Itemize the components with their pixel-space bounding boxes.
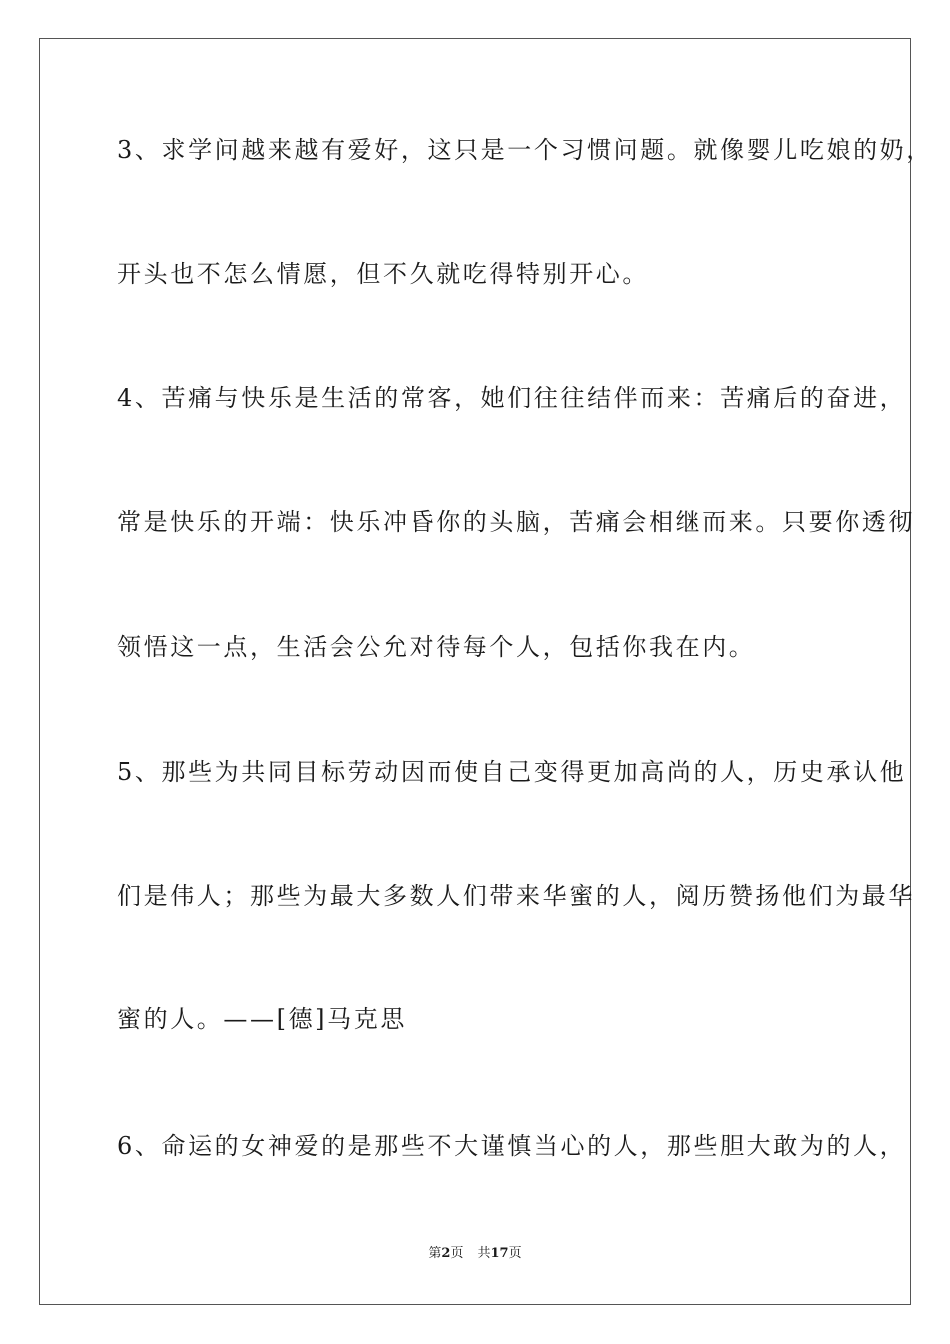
- text-line: 4、苦痛与快乐是生活的常客，她们往往结伴而来：苦痛后的奋进，: [117, 384, 907, 412]
- page-prefix: 第: [428, 1246, 442, 1261]
- total-prefix: 共: [477, 1246, 491, 1261]
- text-line: 3、求学问越来越有爱好，这只是一个习惯问题。就像婴儿吃娘的奶，: [117, 136, 933, 164]
- text-line: 领悟这一点，生活会公允对待每个人，包括你我在内。: [117, 633, 756, 661]
- page-suffix: 页: [450, 1246, 464, 1261]
- text-line: 蜜的人。——[德]马克思: [117, 1005, 407, 1033]
- text-line: 5、那些为共同目标劳动因而使自己变得更加高尚的人，历史承认他: [117, 758, 907, 786]
- total-suffix: 页: [508, 1246, 522, 1261]
- page-frame: [39, 38, 911, 1305]
- text-line: 6、命运的女神爱的是那些不大谨慎当心的人，那些胆大敢为的人，: [117, 1132, 907, 1160]
- text-line: 们是伟人；那些为最大多数人们带来华蜜的人，阅历赞扬他们为最华: [117, 882, 915, 910]
- total-pages: 17: [490, 1246, 509, 1261]
- page-number: 2: [441, 1246, 451, 1261]
- text-line: 开头也不怎么情愿，但不久就吃得特别开心。: [117, 260, 649, 288]
- text-line: 常是快乐的开端：快乐冲昏你的头脑，苦痛会相继而来。只要你透彻: [117, 508, 915, 536]
- page-footer: [0, 1245, 950, 1263]
